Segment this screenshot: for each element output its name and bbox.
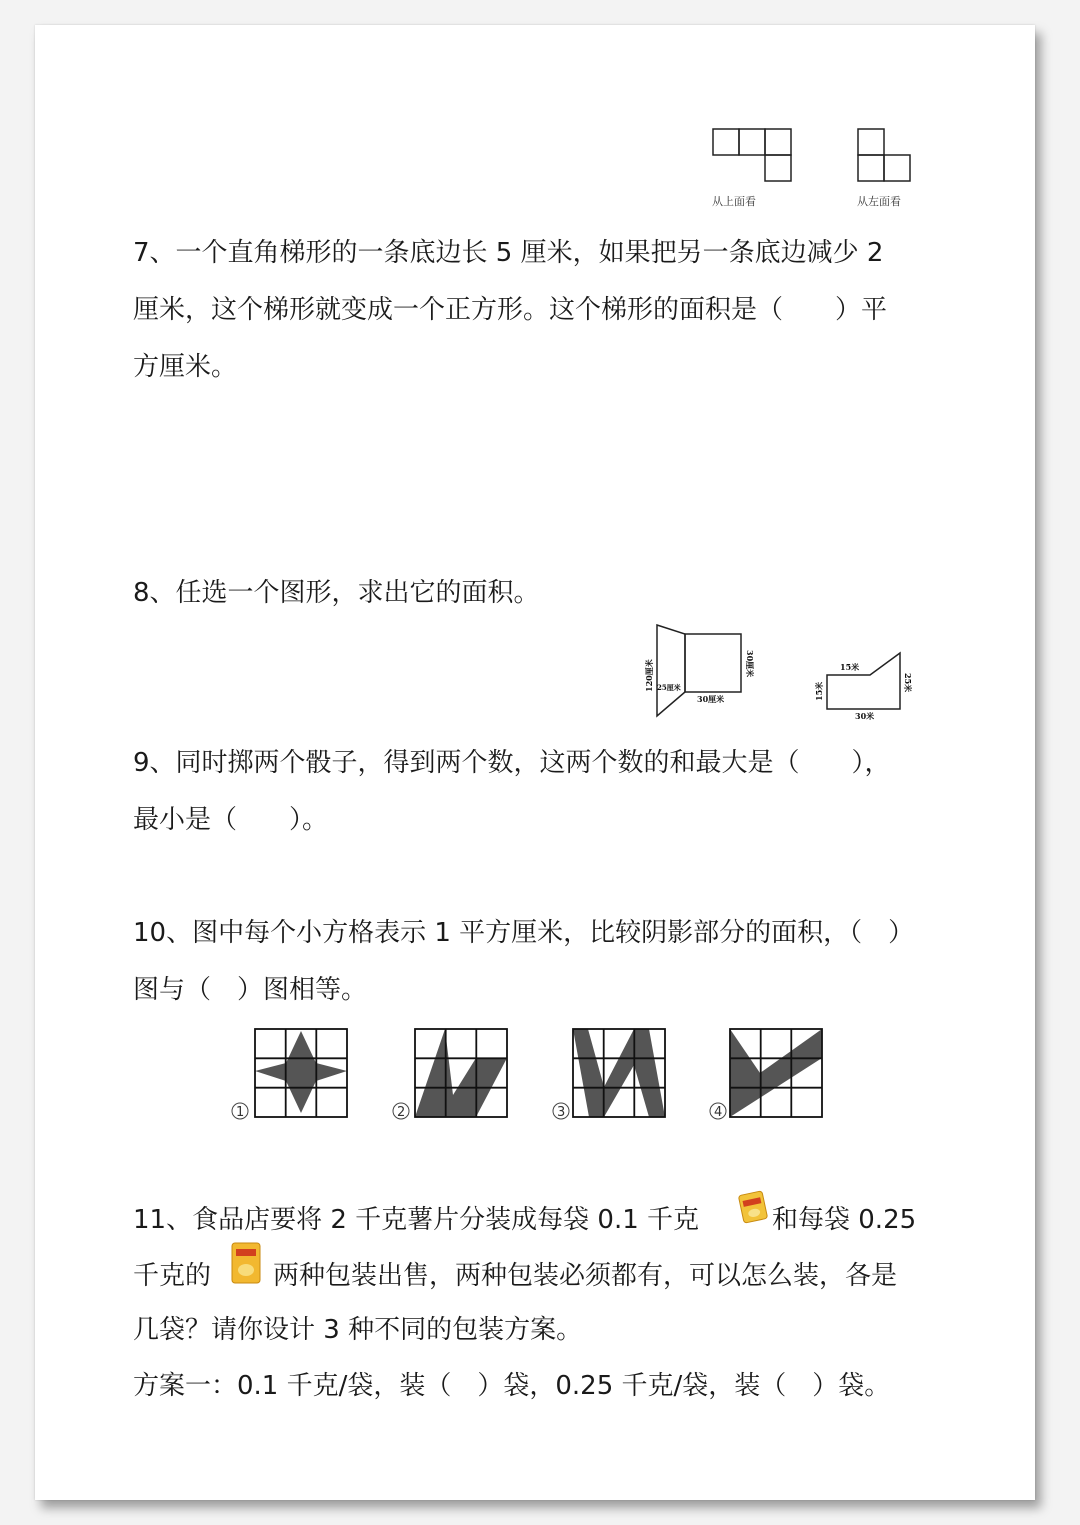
question-9-line-1: 9、同时掷两个骰子，得到两个数，这两个数的和最大是（ ）， [133,748,891,778]
shape2-top-label: 15米 [840,662,860,672]
question-9-line-2: 最小是（ ）。 [133,805,329,835]
shape1-inner-label: 25厘米 [657,683,681,692]
question-11-line-2b: 两种包装出售，两种包装必须都有，可以怎么装，各是 [273,1261,898,1291]
top-view-figure [705,125,795,185]
svg-text:3: 3 [557,1105,566,1120]
shape2-bottom-label: 30米 [855,711,875,721]
shape1-left-label: 120厘米 [644,659,654,692]
worksheet-page [35,25,1035,1500]
grid-figure-2 [385,1025,515,1125]
composite-trapezoid-figure-2 [810,645,920,725]
question-10-line-2: 图与（ ）图相等。 [133,975,368,1005]
shape1-right-label: 30厘米 [745,650,755,678]
question-11-line-1a: 11、食品店要将 2 千克薯片分装成每袋 0.1 千克 [133,1205,700,1235]
question-11-line-3: 几袋？请你设计 3 种不同的包装方案。 [133,1315,583,1345]
grid-figure-3 [543,1025,673,1125]
shape2-left-label: 15米 [814,681,824,701]
question-7-line-2: 厘米，这个梯形就变成一个正方形。这个梯形的面积是（ ）平 [133,295,888,325]
left-view-caption: 从左面看 [857,195,901,208]
svg-text:1: 1 [236,1105,245,1120]
question-11-line-1b: 和每袋 0.25 [772,1205,917,1235]
question-7-line-3: 方厘米。 [133,352,238,382]
top-view-caption: 从上面看 [712,195,756,208]
question-8-text: 8、任选一个图形，求出它的面积。 [133,578,540,608]
left-view-figure [850,125,920,185]
grid-figure-4 [700,1025,830,1125]
svg-text:2: 2 [397,1105,406,1120]
question-11-plan-1: 方案一：0.1 千克/袋，装（ ）袋，0.25 千克/袋，装（ ）袋。 [133,1371,891,1401]
composite-trapezoid-figure [635,620,765,720]
question-11-line-2a: 千克的 [133,1261,212,1291]
svg-text:4: 4 [714,1105,723,1120]
grid-figure-1 [225,1025,355,1125]
shape2-right-label: 25米 [903,673,913,693]
question-7-line-1: 7、一个直角梯形的一条底边长 5 厘米，如果把另一条底边减少 2 [133,238,884,268]
chip-bag-icon-large [228,1240,264,1286]
shape1-bottom-label: 30厘米 [697,694,725,704]
chip-bag-icon [735,1187,771,1227]
question-10-line-1: 10、图中每个小方格表示 1 平方厘米，比较阴影部分的面积，（ ） [133,918,915,948]
